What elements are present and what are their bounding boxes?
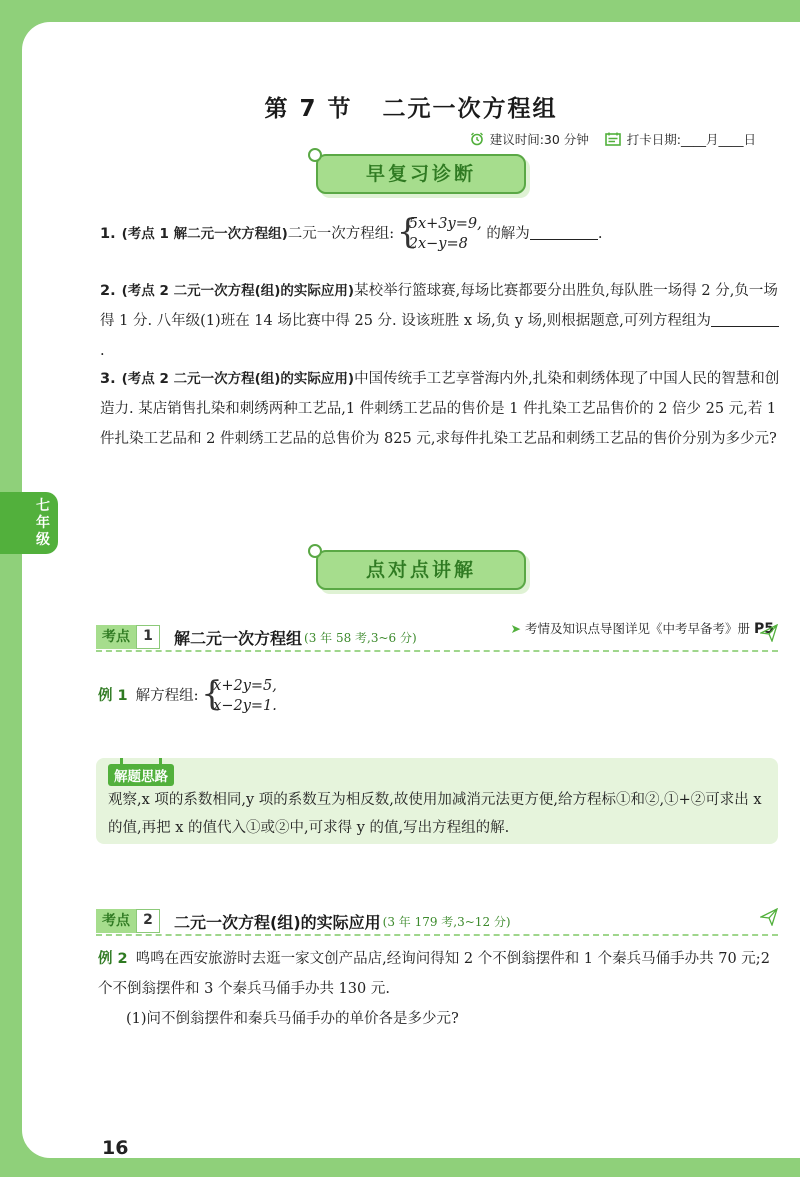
thinking-text: 观察,x 项的系数相同,y 项的系数互为相反数,故使用加减消元法更方便,给方程标①和②,①+②可求出 x 的值,再把 x 的值代入①或②中,可求得 y 的值,写出方程组的解.: [108, 792, 762, 836]
answer-blank[interactable]: [711, 311, 779, 327]
suggested-time: 建议时间:30 分钟: [489, 132, 589, 147]
double-arrow-icon: ➤: [510, 621, 521, 636]
banner-hook-icon: [308, 148, 322, 162]
banner-review: 早复习诊断: [316, 154, 526, 194]
thinking-tag: 解题思路: [108, 764, 174, 786]
page-title: 第 7 节 二元一次方程组: [264, 96, 558, 122]
solution-thinking-box: [96, 758, 778, 844]
paper-plane-icon: [760, 624, 778, 642]
kaodian-2-header: 考点 2 二元一次方程(组)的实际应用 (3 年 179 考,3~12 分): [96, 908, 778, 936]
question-3: 3. (考点 2 二元一次方程(组)的实际应用)中国传统手工艺享誉海内外,扎染和刺绣体现了中国人民的智慧和创造力. 某店销售扎染和刺绣两种工艺品,1 件刺绣工艺品的售价是 1 件扎染工艺品售价的 2 倍少 25 元,若 1 件扎染工艺品和 2 件刺绣工艺品的总售价为 825 元,求每件扎染工艺品和刺绣工艺品的售价分别为多少元?: [100, 371, 780, 447]
kaodian-1-header: 考点 1 解二元一次方程组 (3 年 58 考,3~6 分): [96, 624, 778, 652]
banner-hook-icon: [308, 544, 322, 558]
equation-system: { 5x+3y=9, 2x−y=8: [396, 212, 482, 252]
question-1: 1. (考点 1 解二元一次方程组)二元一次方程组: { 5x+3y=9, 2x−y=8 的解为 .: [100, 212, 603, 252]
calendar-icon: [605, 132, 621, 146]
checkin-date: 打卡日期:____月____日: [626, 132, 756, 147]
page-number: 16: [102, 1137, 129, 1159]
example-1: 例 1 解方程组: { x+2y=5, x−2y=1.: [98, 674, 277, 714]
question-2: 2. (考点 2 二元一次方程(组)的实际应用)某校举行篮球赛,每场比赛都要分出胜负,每队胜一场得 2 分,负一场得 1 分. 八年级(1)班在 14 场比赛中得 25 分. 设该班胜 x 场,负 y 场,则根据题意,可列方程组为.: [100, 283, 778, 359]
example-2-sub-1: (1)问不倒翁摆件和秦兵马俑手办的单价各是多少元?: [126, 1011, 459, 1027]
page: [22, 22, 800, 1158]
paper-plane-icon: [760, 908, 778, 926]
banner-lecture: 点对点讲解: [316, 550, 526, 590]
reference-note: ➤ 考情及知识点导图详见《中考早备考》册 P5: [510, 621, 774, 637]
equation-system: { x+2y=5, x−2y=1.: [201, 674, 277, 714]
answer-blank[interactable]: [530, 224, 598, 240]
meta-bar: [470, 130, 756, 148]
grade-side-tab: 七 年 级: [0, 492, 58, 554]
alarm-clock-icon: [470, 132, 484, 146]
example-2: 例 2 鸣鸣在西安旅游时去逛一家文创产品店,经询问得知 2 个不倒翁摆件和 1 个秦兵马俑手办共 70 元;2 个不倒翁摆件和 3 个秦兵马俑手办共 130 元. (1)问不倒翁摆件和秦兵马俑手办的单价各是多少元?: [98, 944, 782, 1034]
